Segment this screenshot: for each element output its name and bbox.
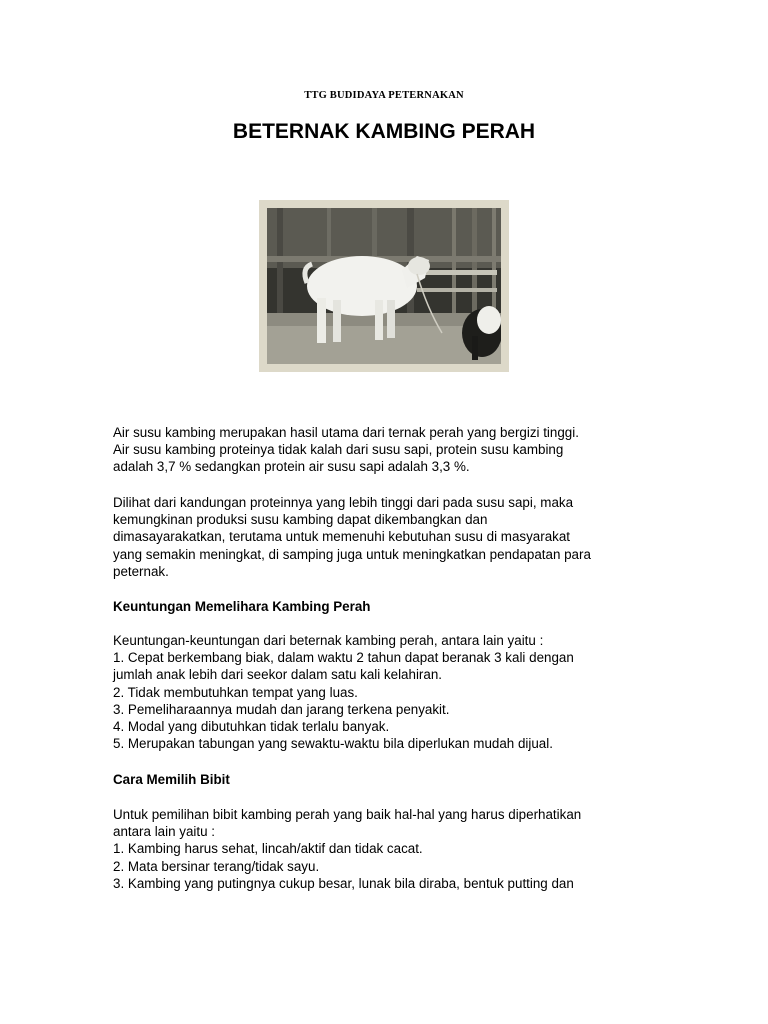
text-line: Untuk pemilihan bibit kambing perah yang baik hal-hal yang harus diperhatikan: [113, 807, 582, 822]
text-line: yang semakin meningkat, di samping juga untuk meningkatkan pendapatan para: [113, 546, 591, 562]
list-item: 1. Kambing harus sehat, lincah/aktif dan tidak cacat.: [113, 841, 423, 857]
list-item: 4. Modal yang dibutuhkan tidak terlalu banyak.: [113, 719, 390, 735]
section-heading-keuntungan: Keuntungan Memelihara Kambing Perah: [113, 599, 371, 614]
document-kicker: TTG BUDIDAYA PETERNAKAN: [304, 90, 464, 101]
goat-photo: [259, 200, 509, 372]
list-item: 3. Pemeliharaannya mudah dan jarang terkena penyakit.: [113, 701, 450, 717]
list-item: 3. Kambing yang putingnya cukup besar, lunak bila diraba, bentuk putting dan: [113, 875, 574, 891]
second-paragraph: [113, 494, 658, 580]
text-line: antara lain yaitu :: [113, 824, 215, 840]
text-line: Air susu kambing proteinya tidak kalah dari susu sapi, protein susu kambing: [113, 442, 564, 458]
goat-photo-image: [267, 208, 501, 364]
text-line: Air susu kambing merupakan hasil utama dari ternak perah yang bergizi tinggi.: [113, 425, 579, 440]
text-line: adalah 3,7 % sedangkan protein air susu sapi adalah 3,3 %.: [113, 459, 470, 475]
text-line: dimasayarakatkan, terutama untuk memenuhi kebutuhan susu di masyarakat: [113, 529, 571, 545]
document-title: BETERNAK KAMBING PERAH: [232, 120, 536, 143]
list-item: 5. Merupakan tabungan yang sewaktu-waktu bila diperlukan mudah dijual.: [113, 736, 553, 752]
text-line: kemungkinan produksi susu kambing dapat dikembangkan dan: [113, 512, 488, 528]
list-item: 2. Tidak membutuhkan tempat yang luas.: [113, 684, 358, 700]
text-line: jumlah anak lebih dari seekor dalam satu kali kelahiran.: [113, 667, 442, 683]
text-line: Keuntungan-keuntungan dari beternak kambing perah, antara lain yaitu :: [113, 633, 544, 648]
section-keuntungan-list: [113, 632, 658, 752]
intro-paragraph: [113, 424, 658, 476]
list-item: 1. Cepat berkembang biak, dalam waktu 2 tahun dapat beranak 3 kali dengan: [113, 650, 574, 666]
list-item: 2. Mata bersinar terang/tidak sayu.: [113, 858, 320, 874]
text-line: peternak.: [113, 563, 169, 579]
section-bibit-list: [113, 806, 658, 892]
text-line: Dilihat dari kandungan proteinnya yang lebih tinggi dari pada susu sapi, maka: [113, 495, 574, 510]
section-heading-bibit: Cara Memilih Bibit: [113, 772, 230, 787]
